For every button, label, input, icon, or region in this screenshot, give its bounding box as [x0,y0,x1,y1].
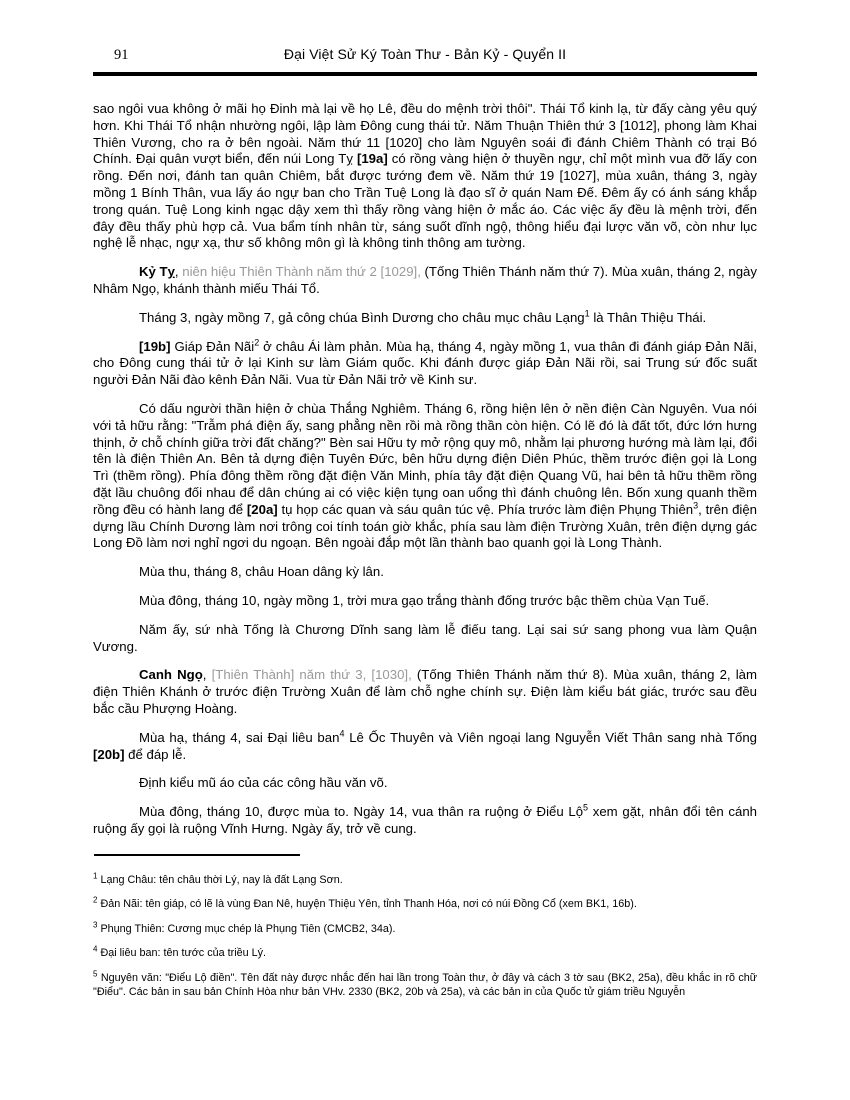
paragraph [93,264,757,298]
footnote [93,971,757,1000]
footnote-text: Phụng Thiên: Cương mục chép là Phụng Tiên (CMCB2, 34a). [97,922,396,935]
folio-marker: [19a] [356,151,388,167]
text-run: tụ họp các quan và sáu quân túc vệ. Phía trước làm điện Phụng Thiên [277,501,694,517]
footnote-marker: 3 [93,920,98,930]
text-run: Mùa hạ, tháng 4, sai Đại liêu ban [139,729,340,745]
text-run: Có dấu người thần hiện ở chùa Thắng Nghiêm. Tháng 6, rồng hiện lên ở nền điện Càn Nguyên. Vua nói với tả hữu rằng: "Trẫm phá điện ấy, sang phẳng nền rồi mà rồng thần còn hiện. Có lẽ đó là đất tốt, đức lớn hưng thịnh, ở chỗ chính giữa trời đất chăng?" Bèn sai Hữu ty mở rộng quy mô, nhằm lại phương hướng mà làm lại, đổi tên là điện Thiên An. Bên tả dựng điện Tuyên Đức, bên hữu dựng điện Diên Phúc, thềm trước điện gọi là Long Trì (thềm rồng). Phía đông thềm rồng đặt điện Văn Minh, phía tây đặt điện Quang Vũ, hai bên tả hữu thềm rồng đặt lầu chuông đối nhau để dân chúng ai có việc kiện tụng oan uổng thì đánh chuông lên. Bốn xung quanh thềm rồng đều có hành lang để [93,400,757,517]
text-run: Định kiểu mũ áo của các công hầu văn võ. [139,775,388,791]
page-number: 91 [114,47,129,63]
year-heading: Canh Ngọ [139,667,203,683]
footnote-text: Đản Nãi: tên giáp, có lẽ là vùng Đan Nê, huyện Thiệu Yên, tỉnh Thanh Hóa, nơi có núi Đồng Cổ (xem BK1, 16b). [97,898,637,911]
footnote-marker: 2 [93,895,98,905]
paragraph [93,667,757,717]
paragraph [93,310,757,327]
footnote [93,897,757,912]
footnote [93,946,757,961]
paragraph [93,339,757,389]
footnote [93,873,757,888]
text-run: (Tống Thiên Thánh năm thứ 7). Mùa xuân, tháng 2, ngày Nhâm Ngọ, khánh thành miếu Thái Tổ. [93,264,757,296]
page-title: Đại Việt Sử Ký Toàn Thư - Bản Kỷ - Quyển II [283,46,567,62]
footnote-ref: 1 [584,308,590,319]
text-run: Mùa thu, tháng 8, châu Hoan dâng kỳ lân. [139,564,384,580]
text-run: xem gặt, nhân đổi tên cánh ruộng ấy gọi là ruộng Vĩnh Hưng. Ngày ấy, trở về cung. [93,804,757,836]
folio-marker: [19b] [139,338,171,354]
footnote-ref: 2 [254,337,260,348]
footnote-text: Đại liêu ban: tên tước của triều Lý. [97,947,267,960]
footnotes-list [93,873,757,1000]
era-note: niên hiệu Thiên Thành năm thứ 2 [1029], [182,264,421,280]
text-run: sao ngôi vua không ở mãi họ Đinh mà lại về họ Lê, đều do mệnh trời thôi". Thái Tổ kinh lạ, từ đấy càng yêu quý hơn. Khi Thái Tổ nhận nhường ngôi, lập làm Đông cung thái tử. Năm Thuận Thiên thứ 3 [1012], phong làm Khai Thiên Vương, cho ra ở bên ngoài. Năm thứ 11 [1020] cho làm Nguyên soái đi đánh Chiêm Thành có trại Bó Chính. Đại quân vượt biển, đến núi Long Tỵ [93,101,757,167]
text-run: (Tống Thiên Thánh năm thứ 8). Mùa xuân, tháng 2, làm điện Thiên Khánh ở trước điện Trường Xuân để làm chỗ nghe chính sự. Điện làm kiểu bát giác, trước sau đều bắc cầu Phượng Hoàng. [93,667,757,716]
footnote-text: Nguyên văn: "Điểu Lộ điền". Tên đất này được nhắc đến hai lần trong Toàn thư, ở đây và cách 3 tờ sau (BK2, 25a), đều khắc in rõ chữ "Điểu". Các bản in sau bản Chính Hòa như bản VHv. 2330 (BK2, 20b và 25a), và các bản in của Quốc tử giám triều Nguyễn [93,971,757,999]
text-run: Năm ấy, sứ nhà Tống là Chương Dĩnh sang làm lễ điếu tang. Lại sai sứ sang phong vua làm Quận Vương. [93,621,757,654]
text-run: để đáp lễ. [124,746,187,762]
footnote-ref: 3 [693,500,699,511]
text-run: , [174,264,183,280]
text-run: là Thân Thiệu Thái. [589,309,707,325]
text-run: có rồng vàng hiện ở thuyền ngự, chỉ một mình vua đỡ lấy con rồng. Đến nơi, đánh tan quân Chiêm, bắt được tướng đem về. Năm thứ 19 [1027], mùa xuân, tháng 3, ngày mồng 1 Bính Thân, vua lấy áo ngự ban cho Trần Tuệ Long là đạo sĩ ở quán Nam Đế. Đêm ấy có ánh sáng khắp trong quán. Tuệ Long kinh ngạc dậy xem thì thấy rồng vàng hiện ở mắc áo. Các việc ấy đều là mệnh trời, đến đây đều thấy phù hợp cả. Vua bẩm tính nhân từ, sáng suốt dĩnh ngộ, thông hiểu đại lược văn võ, còn như lục nghệ lễ nhạc, ngự xạ, thư số không môn gì là không tinh thông am tường. [93,151,757,251]
footnote-text: Lạng Châu: tên châu thời Lý, nay là đất Lạng Sơn. [97,873,343,886]
footnote-ref: 5 [583,802,589,813]
year-heading: Kỷ Tỵ [139,264,175,280]
folio-marker: [20a] [246,501,278,517]
paragraph [93,804,757,838]
text-run: ở châu Ái làm phản. Mùa hạ, tháng 4, ngày mồng 1, vua thân đi đánh giáp Đản Nãi, cho Đông cung thái tử ở lại Kinh sư làm Giám quốc. Khi đánh được giáp Đản Nãi rồi, sai Trung sứ đốc suất người Đản Nãi đào kênh Đản Nãi. Vua từ Đản Nãi trở về Kinh sư. [93,338,758,388]
header-rule [93,72,757,76]
footnote-marker: 1 [93,871,98,881]
text-run: Mùa đông, tháng 10, được mùa to. Ngày 14, vua thân ra ruộng ở Điểu Lộ [139,804,584,820]
folio-marker: [20b] [93,746,125,762]
footnote-ref: 4 [339,728,345,739]
text-run: Lê Ốc Thuyên và Viên ngoại lang Nguyễn Viết Thân sang nhà Tống [344,729,757,745]
paragraph [93,401,757,552]
era-note: [Thiên Thành] năm thứ 3, [1030], [211,667,412,683]
page-header [93,46,757,67]
footnote-marker: 5 [93,969,98,979]
document-body [93,101,757,838]
text-run: Mùa đông, tháng 10, ngày mồng 1, trời mưa gạo trắng thành đống trước bậc thềm chùa Vạn Tuế. [139,592,710,608]
paragraph [93,593,757,610]
text-run: , [202,667,212,683]
footnote-separator [94,854,300,856]
paragraph [93,730,757,764]
footnote-marker: 4 [93,944,98,954]
paragraph [93,101,757,252]
text-run: Tháng 3, ngày mồng 7, gả công chúa Bình Dương cho châu mục châu Lạng [139,309,585,325]
paragraph [93,622,757,656]
footnote [93,922,757,937]
paragraph [93,564,757,581]
text-run: Giáp Đản Nãi [170,338,255,354]
text-run: , trên điện dựng lầu Chính Dương làm nơi trông coi tính toán giờ khắc, phía sau làm điện Trường Xuân, trên điện dựng gác Long Đồ làm nơi nghỉ ngơi du ngoạn. Bên ngoài đắp một lần thành bao quanh gọi là Long Thành. [93,501,757,551]
paragraph [93,775,757,792]
